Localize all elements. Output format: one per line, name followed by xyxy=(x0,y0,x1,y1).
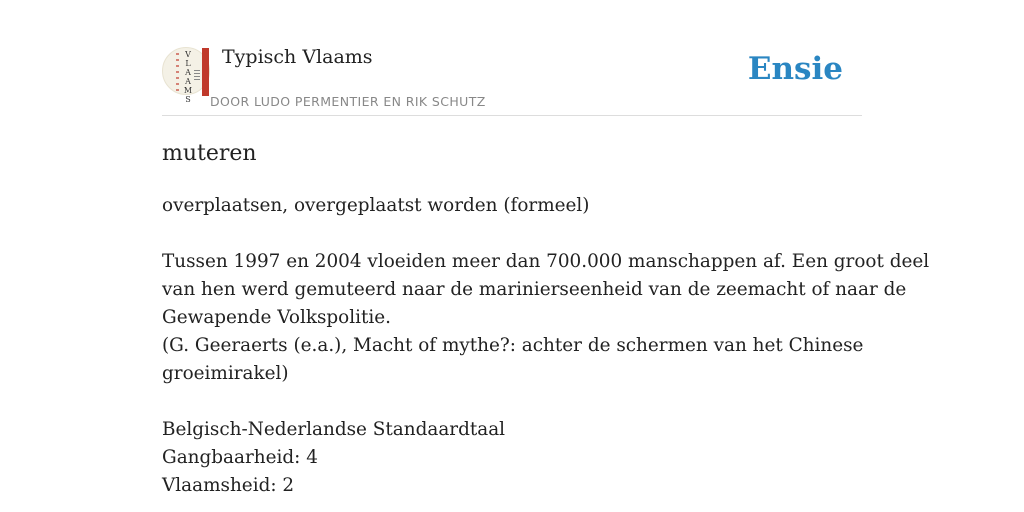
logo-red-band xyxy=(202,48,209,96)
vlaamsheid-value: Vlaamsheid: 2 xyxy=(162,475,295,496)
example-line: Tussen 1997 en 2004 vloeiden meer dan 700.000 manschappen af. Een groot deel xyxy=(162,251,930,272)
entry-example xyxy=(162,248,930,388)
logo-letter: L xyxy=(185,59,191,68)
example-line: Gewapende Volkspolitie. xyxy=(162,307,392,328)
entry-meta xyxy=(162,416,862,500)
gangbaarheid-value: Gangbaarheid: 4 xyxy=(162,447,318,468)
logo-letter: A xyxy=(185,77,191,86)
site-title-link[interactable]: Typisch Vlaams xyxy=(222,46,373,68)
logo-decoration xyxy=(176,53,179,91)
ensie-logo-link[interactable]: Ensie xyxy=(747,51,843,87)
entry-term: muteren xyxy=(162,141,257,166)
authors-byline: DOOR LUDO PERMENTIER EN RIK SCHUTZ xyxy=(210,94,486,109)
source-line: (G. Geeraerts (e.a.), Macht of mythe?: achter de schermen van het Chinese xyxy=(162,335,864,356)
book-logo[interactable] xyxy=(162,47,210,104)
logo-letter: S xyxy=(185,95,191,104)
header xyxy=(162,0,862,116)
spacer xyxy=(162,220,862,248)
language-label: Belgisch-Nederlandse Standaardtaal xyxy=(162,419,506,440)
source-line: groeimirakel) xyxy=(162,363,289,384)
logo-letters xyxy=(183,50,193,104)
example-line: van hen werd gemuteerd naar de marinierseenheid van de zeemacht of naar de xyxy=(162,279,907,300)
page xyxy=(162,0,930,496)
entry-content xyxy=(162,192,930,500)
logo-letter: A xyxy=(185,68,191,77)
logo-decoration-lines xyxy=(194,70,200,80)
logo-letter: M xyxy=(183,86,193,95)
spacer xyxy=(162,388,862,416)
logo-letter: V xyxy=(185,50,191,59)
entry-definition: overplaatsen, overgeplaatst worden (formeel) xyxy=(162,195,590,216)
